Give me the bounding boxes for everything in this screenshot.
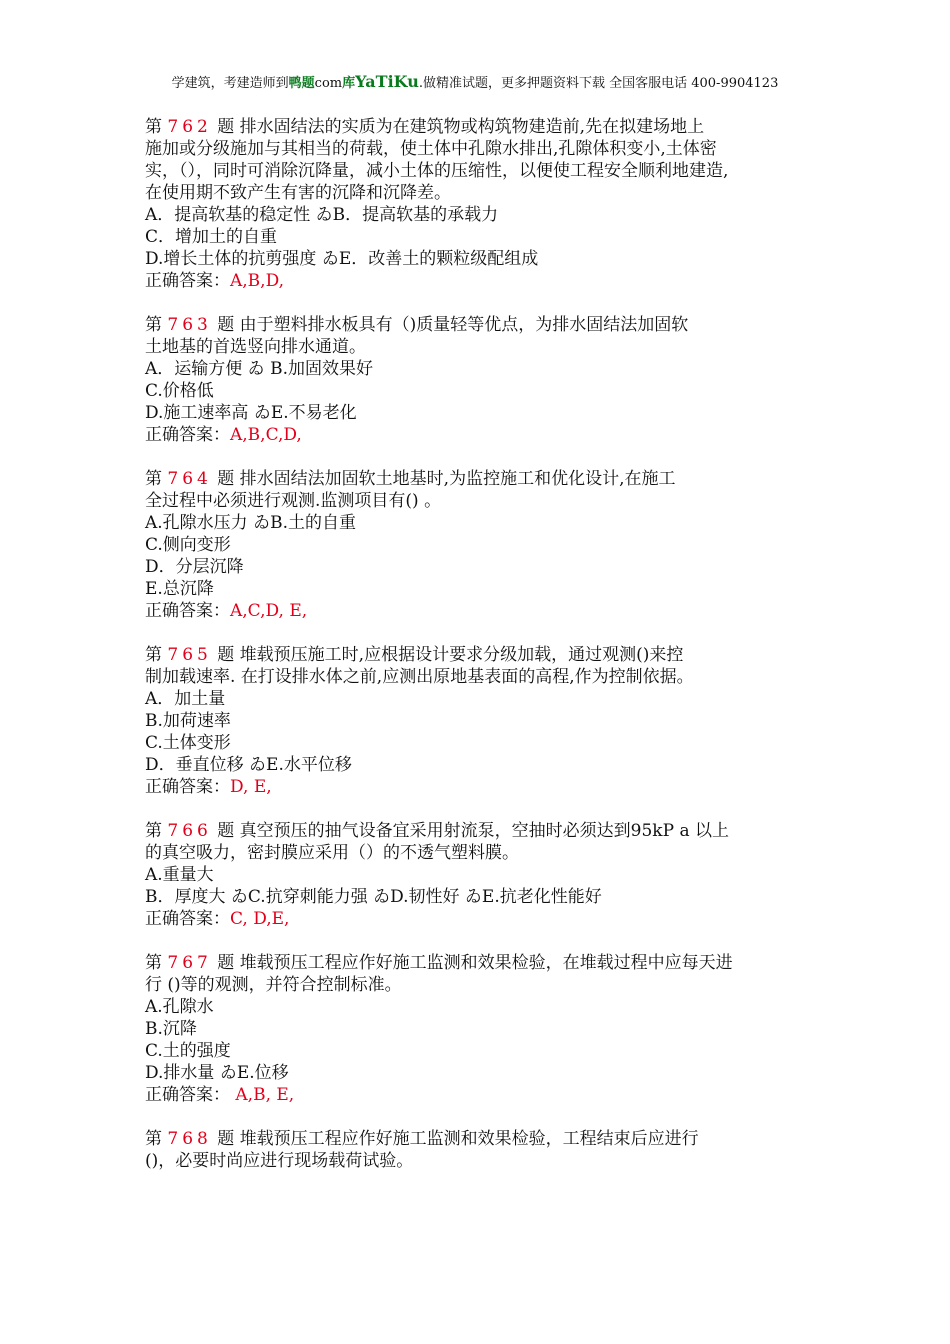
- answer-line: [145, 1084, 825, 1106]
- question-line: D.增长土体的抗剪强度 ゐE．改善土的颗粒级配组成: [145, 249, 539, 269]
- header-brand-com: com: [314, 76, 343, 91]
- question-line: C.土体变形: [145, 733, 231, 753]
- question-line: C．增加土的自重: [145, 227, 278, 247]
- answer-line: [145, 424, 825, 446]
- question-lead: 第: [145, 645, 168, 665]
- question-line: A．运输方便 ゐ B.加固效果好: [145, 359, 373, 379]
- question-line: 土地基的首选竖向排水通道。: [145, 337, 366, 357]
- answer-label: 正确答案：: [145, 271, 230, 291]
- question-header: [145, 952, 825, 974]
- question-number: 768: [167, 1129, 212, 1149]
- answer-line: [145, 776, 825, 798]
- header-brand-ku: 库: [342, 76, 356, 91]
- question-line: 行 ()等的观测，并符合控制标准。: [145, 975, 402, 995]
- question-block: [145, 468, 825, 622]
- question-line: D.排水量 ゐE.位移: [145, 1063, 289, 1083]
- question-number: 764: [167, 469, 212, 489]
- question-stem: 题 真空预压的抽气设备宜采用射流泵，空抽时必须达到95kP a 以上: [211, 821, 729, 841]
- question-lead: 第: [145, 953, 168, 973]
- question-line: A．提高软基的稳定性 ゐB．提高软基的承载力: [145, 205, 499, 225]
- question-stem: 题 堆载预压工程应作好施工监测和效果检验，在堆载过程中应每天进: [211, 953, 733, 973]
- answer-line: [145, 600, 825, 622]
- header-brand-duck: 鸭题: [288, 76, 315, 91]
- answer-value: A,B, E,: [230, 1085, 295, 1105]
- question-header: [145, 116, 825, 138]
- header-brand-yatiku: YaTiKu: [355, 72, 419, 91]
- question-line: B．厚度大 ゐC.抗穿刺能力强 ゐD.韧性好 ゐE.抗老化性能好: [145, 887, 602, 907]
- question-block: [145, 820, 825, 930]
- question-header: [145, 314, 825, 336]
- question-header: [145, 1128, 825, 1150]
- answer-value: C, D,E,: [230, 909, 290, 929]
- question-line: ()，必要时尚应进行现场载荷试验。: [145, 1151, 414, 1171]
- answer-value: A,C,D, E,: [230, 601, 308, 621]
- question-block: [145, 952, 825, 1106]
- question-stem: 题 排水固结法的实质为在建筑物或构筑物建造前,先在拟建场地上: [211, 117, 705, 137]
- question-line: D．垂直位移 ゐE.水平位移: [145, 755, 352, 775]
- question-list: [145, 116, 825, 1194]
- question-number: 767: [167, 953, 212, 973]
- question-stem: 题 由于塑料排水板具有（)质量轻等优点，为排水固结法加固软: [211, 315, 689, 335]
- question-header: [145, 644, 825, 666]
- question-line: A．加土量: [145, 689, 226, 709]
- answer-value: A,B,C,D,: [230, 425, 302, 445]
- question-number: 762: [167, 117, 212, 137]
- answer-value: A,B,D,: [230, 271, 285, 291]
- question-line: 全过程中必须进行观测.监测项目有() 。: [145, 491, 442, 511]
- question-lead: 第: [145, 315, 168, 335]
- question-number: 763: [167, 315, 212, 335]
- question-line: 在使用期不致产生有害的沉降和沉降差。: [145, 183, 451, 203]
- page-header: [0, 72, 950, 91]
- question-stem: 题 堆载预压工程应作好施工监测和效果检验，工程结束后应进行: [211, 1129, 699, 1149]
- question-block: [145, 314, 825, 446]
- answer-line: [145, 270, 825, 292]
- question-header: [145, 468, 825, 490]
- question-line: A.重量大: [145, 865, 214, 885]
- question-line: D．分层沉降: [145, 557, 244, 577]
- question-number: 766: [167, 821, 212, 841]
- question-header: [145, 820, 825, 842]
- question-line: D.施工速率高 ゐE.不易老化: [145, 403, 357, 423]
- header-prefix: 学建筑，考建造师到: [171, 76, 289, 91]
- question-block: [145, 644, 825, 798]
- question-lead: 第: [145, 469, 168, 489]
- question-line: A.孔隙水压力 ゐB.土的自重: [145, 513, 356, 533]
- answer-label: 正确答案：: [145, 1085, 230, 1105]
- question-number: 765: [167, 645, 212, 665]
- answer-value: D, E,: [230, 777, 272, 797]
- question-line: C.侧向变形: [145, 535, 231, 555]
- question-block: [145, 1128, 825, 1172]
- question-stem: 题 排水固结法加固软土地基时,为监控施工和优化设计,在施工: [211, 469, 676, 489]
- answer-label: 正确答案：: [145, 425, 230, 445]
- question-line: C.价格低: [145, 381, 214, 401]
- answer-line: [145, 908, 825, 930]
- answer-label: 正确答案：: [145, 601, 230, 621]
- question-line: B.沉降: [145, 1019, 197, 1039]
- question-stem: 题 堆载预压施工时,应根据设计要求分级加载，通过观测()来控: [211, 645, 684, 665]
- question-lead: 第: [145, 821, 168, 841]
- question-line: 的真空吸力，密封膜应采用（）的不透气塑料膜。: [145, 843, 519, 863]
- question-lead: 第: [145, 1129, 168, 1149]
- question-block: [145, 116, 825, 292]
- question-line: E.总沉降: [145, 579, 214, 599]
- answer-label: 正确答案：: [145, 777, 230, 797]
- question-line: 实，（），同时可消除沉降量，减小土体的压缩性，以便使工程安全顺利地建造,: [145, 161, 729, 181]
- question-lead: 第: [145, 117, 168, 137]
- answer-label: 正确答案：: [145, 909, 230, 929]
- header-suffix: .做精准试题，更多押题资料下载 全国客服电话 400-9904123: [418, 76, 779, 91]
- question-line: B.加荷速率: [145, 711, 231, 731]
- question-line: 制加载速率. 在打设排水体之前,应测出原地基表面的高程,作为控制依据。: [145, 667, 694, 687]
- question-line: A.孔隙水: [145, 997, 214, 1017]
- question-line: 施加或分级施加与其相当的荷载，使土体中孔隙水排出,孔隙体积变小,土体密: [145, 139, 717, 159]
- question-line: C.土的强度: [145, 1041, 231, 1061]
